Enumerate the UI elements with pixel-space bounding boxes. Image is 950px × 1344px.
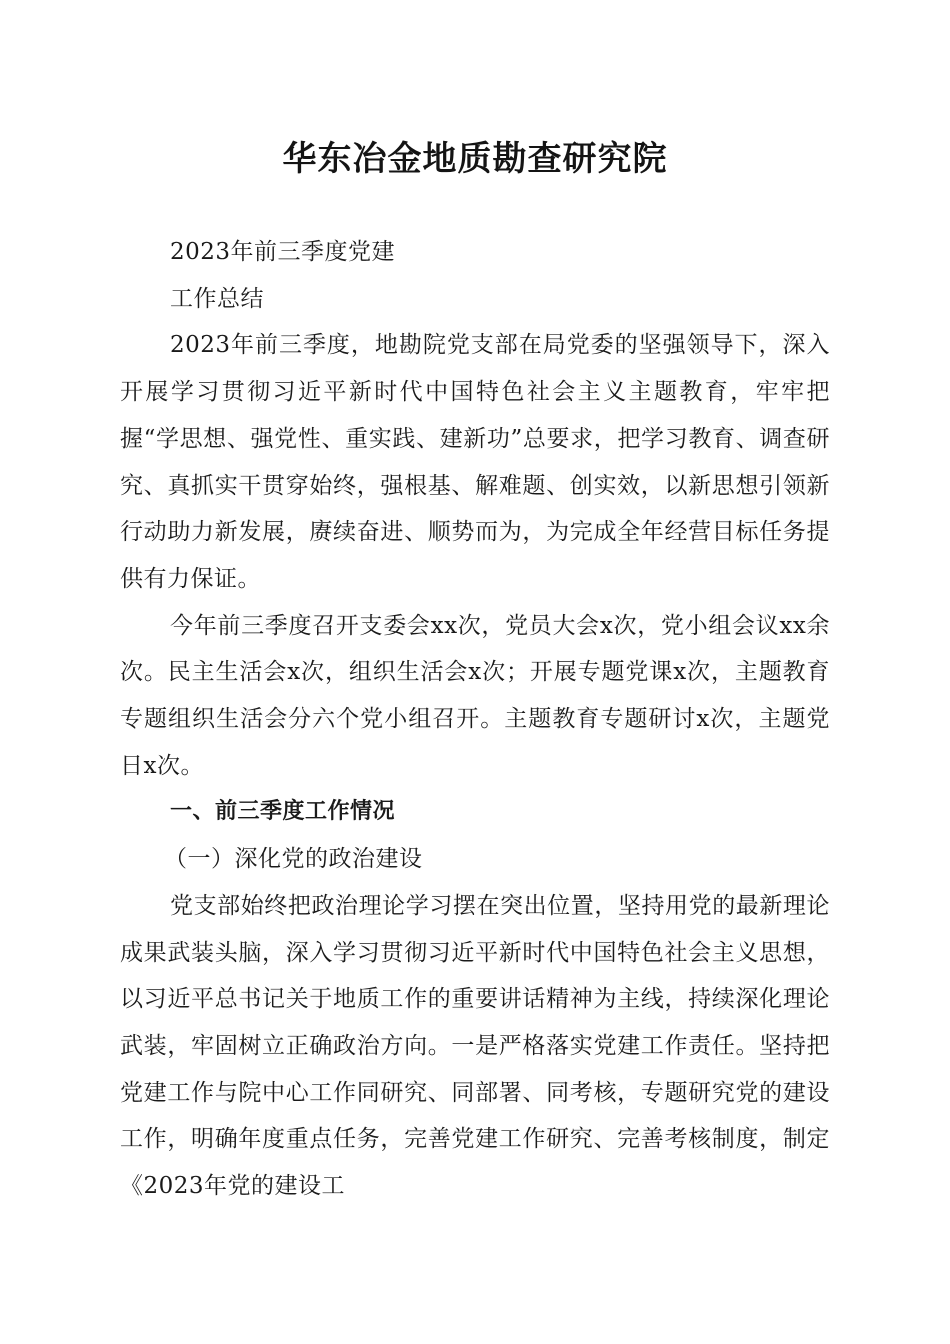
document-title: 华东冶金地质勘查研究院 bbox=[282, 139, 668, 179]
paragraph-intro: 2023年前三季度，地勘院党支部在局党委的坚强领导下，深入开展学习贯彻习近平新时代中国特色社会主义主题教育，牢牢把握“学思想、强党性、重实践、建新功”总要求，把学习教育、调查研究、真抓实干贯穿始终，强根基、解难题、创实效，以新思想引领新行动助力新发展，赓续奋进、顺势而为，为完成全年经营目标任务提供有力保证。 bbox=[120, 332, 830, 592]
subtitle-line-1: 2023年前三季度党建 bbox=[170, 239, 396, 265]
subtitle-line-2: 工作总结 bbox=[170, 285, 264, 312]
paragraph-meetings: 今年前三季度召开支委会xx次，党员大会x次，党小组会议xx余次。民主生活会x次，组织生活会x次；开展专题党课x次，主题教育专题组织生活会分六个党小组召开。主题教育专题研讨x次，主题党日x次。 bbox=[120, 612, 830, 779]
section-heading-1-1: （一）深化党的政治建设 bbox=[164, 846, 423, 873]
paragraph-political-building: 党支部始终把政治理论学习摆在突出位置，坚持用党的最新理论成果武装头脑，深入学习贯彻习近平新时代中国特色社会主义思想，以习近平总书记关于地质工作的重要讲话精神为主线，持续深化理论武装，牢固树立正确政治方向。一是严格落实党建工作责任。坚持把党建工作与院中心工作同研究、同部署、同考核，专题研究党的建设工作，明确年度重点任务，完善党建工作研究、完善考核制度，制定《2023年党的建设工 bbox=[120, 892, 830, 1200]
document-body bbox=[120, 229, 830, 1210]
section-heading-1: 一、前三季度工作情况 bbox=[170, 799, 396, 825]
